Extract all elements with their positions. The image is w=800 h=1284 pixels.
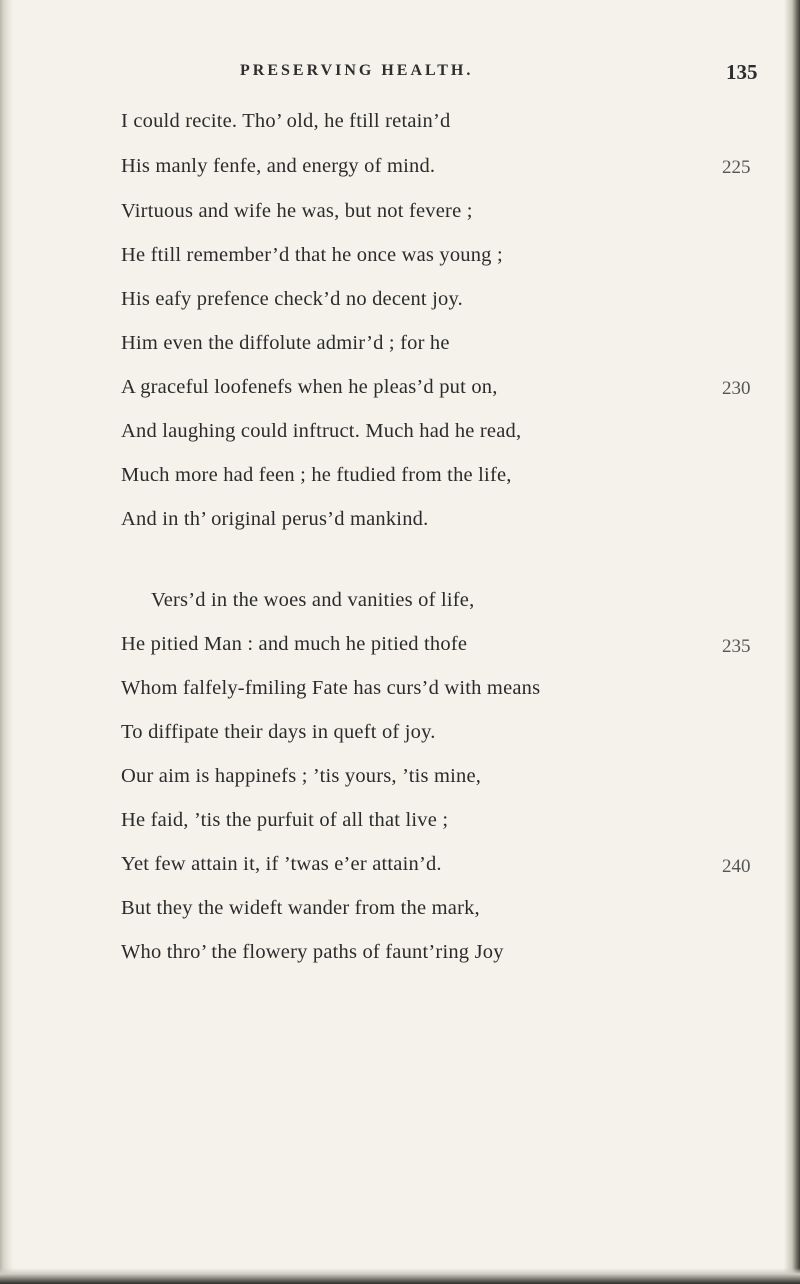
verse-line: A graceful loofenefs when he pleas’d put on, [121,376,498,398]
page-number: 135 [726,60,758,84]
verse-line: Vers’d in the woes and vanities of life, [151,589,475,611]
line-number: 240 [722,856,751,877]
running-head [0,62,800,92]
verse-line: But they the wideft wander from the mark, [121,897,480,919]
verse-line: Much more had feen ; he ftudied from the life, [121,464,512,486]
verse-line: And laughing could inftruct. Much had he read, [121,420,522,442]
running-head-title: PRESERVING HEALTH. [240,62,474,79]
verse-line: His eafy prefence check’d no decent joy. [121,288,463,310]
verse-line: He pitied Man : and much he pitied thofe [121,633,468,655]
verse-line: Whom falfely-fmiling Fate has curs’d with means [121,677,541,699]
verse-line: His manly fenfe, and energy of mind. [121,155,436,177]
line-number: 235 [722,636,751,657]
verse-line: He faid, ’tis the purfuit of all that live ; [121,809,449,831]
page-left-edge [0,0,14,1284]
verse-line: To diffipate their days in queft of joy. [121,721,436,743]
verse-line: Yet few attain it, if ’twas e’er attain’d. [121,853,442,875]
line-number: 230 [722,378,751,399]
line-number: 225 [722,157,751,178]
verse-line: He ftill remember’d that he once was young ; [121,244,503,266]
verse-line: Our aim is happinefs ; ’tis yours, ’tis mine, [121,765,482,787]
verse-line: And in th’ original perus’d mankind. [121,508,429,530]
page-bottom-edge [0,1268,800,1284]
page-right-edge [784,0,800,1284]
verse-line: Who thro’ the flowery paths of faunt’ring Joy [121,941,504,963]
verse-line: Virtuous and wife he was, but not fevere ; [121,200,473,222]
verse-line: Him even the diffolute admir’d ; for he [121,332,450,354]
verse-line: I could recite. Tho’ old, he ftill retain’d [121,110,451,132]
